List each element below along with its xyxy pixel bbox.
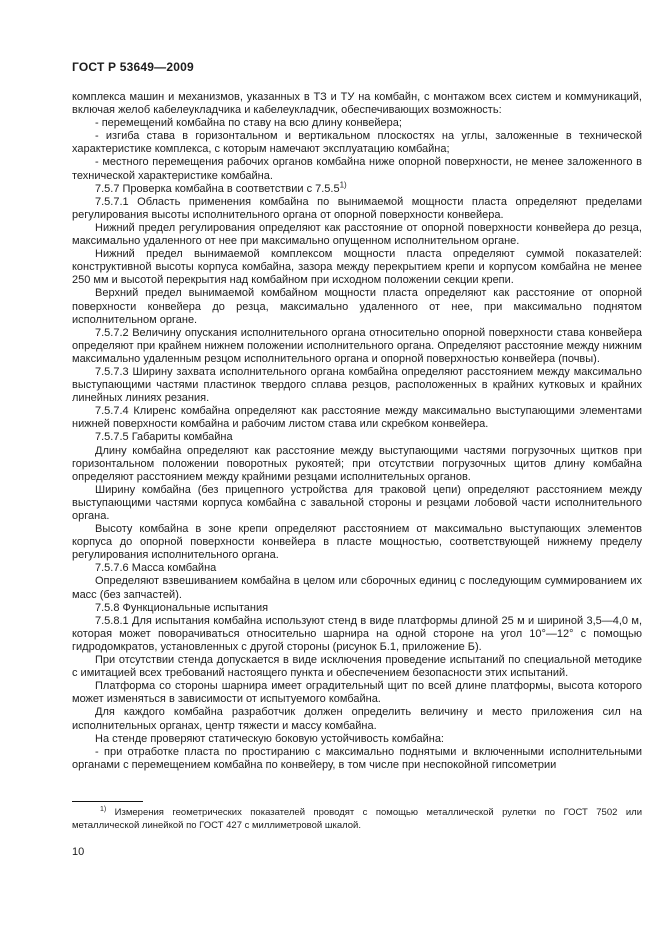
paragraph-text: 7.5.7.1 Область применения комбайна по вынимаемой мощности пласта определяют пределами регулирования высоты исполнительного органа от опорной поверхности конвейера.	[72, 195, 642, 221]
paragraph-text: 7.5.7.5 Габариты комбайна	[95, 431, 233, 444]
footnote-separator-rule	[72, 801, 143, 802]
footnote-block	[72, 801, 642, 832]
paragraph	[72, 484, 642, 523]
footnote-text	[72, 807, 642, 832]
document-body-text	[72, 91, 642, 772]
list-item-paragraph	[72, 156, 642, 182]
paragraph	[72, 248, 642, 287]
paragraph	[72, 706, 642, 732]
paragraph-text: комплекса машин и механизмов, указанных в ТЗ и ТУ на комбайн, с монтажом всех систем и коммуникаций, включая желоб кабелеукладчика и кабелеукладчик, обеспечивающих возможность:	[72, 91, 642, 117]
paragraph	[72, 196, 642, 222]
paragraph-text: Ширину комбайна (без прицепного устройства для траковой цепи) определяют расстоянием между выступающими частями корпуса комбайна с завальной стороны и резцами лобовой части исполнительного органа.	[72, 483, 642, 522]
paragraph-text: 7.5.7.6 Масса комбайна	[95, 562, 217, 575]
paragraph-text: Длину комбайна определяют как расстояние между выступающими частями погрузочных щитков при горизонтальном положении поворотных рукоятей; при отсутствии погрузочных щитов длину комбайна определяют расстоянием между крайними резцами исполнительных органов.	[72, 444, 642, 483]
footnote-marker: 1)	[100, 805, 107, 813]
paragraph	[72, 575, 642, 601]
paragraph	[72, 431, 642, 444]
document-header-standard-number: ГОСТ Р 53649—2009	[72, 60, 194, 74]
paragraph	[72, 562, 642, 575]
paragraph	[72, 733, 642, 746]
list-item-paragraph	[72, 746, 642, 772]
paragraph-text: 7.5.8 Функциональные испытания	[95, 601, 269, 614]
paragraph-text: Верхний предел вынимаемой комбайном мощности пласта определяют как расстояние от опорной поверхности конвейера до резца, максимально удаленного от нее, при максимально поднятом исполнительном органе.	[72, 287, 642, 326]
paragraph-text: Нижний предел регулирования определяют как расстояние от опорной поверхности конвейера до резца, максимально удаленного от нее при максимально опущенном исполнительном органе.	[72, 221, 642, 248]
paragraph	[72, 180, 642, 196]
page-number: 10	[72, 846, 85, 858]
paragraph	[72, 91, 642, 117]
paragraph-text: - изгиба става в горизонтальном и вертикальном плоскостях на углы, заложенные в технической характеристике комплекса, с которым намечают эксплуатацию комбайна;	[72, 130, 642, 156]
paragraph-text: 7.5.8.1 Для испытания комбайна используют стенд в виде платформы длиной 25 м и шириной 3,5—4,0 м, которая может поворачиваться относительно шарнира на одной стороне на угол 10°—12° с помощью гидродомкратов, установленных с другой стороны (рисунок Б.1, приложение Б).	[72, 614, 642, 653]
paragraph	[72, 366, 642, 405]
paragraph-text: - при отработке пласта по простиранию с максимально поднятыми и включенными исполнительными органами с перемещением комбайна по конвейеру, в том числе при неспокойной гипсометрии	[72, 745, 642, 771]
paragraph-text: Платформа со стороны шарнира имеет оградительный щит по всей длине платформы, высота которого может изменяться в зависимости от испытуемого комбайна.	[72, 680, 642, 706]
footnote-reference-marker: 1)	[339, 180, 347, 189]
paragraph-text: Для каждого комбайна разработчик должен определить величину и место приложения сил на исполнительных органах, центр тяжести и массу комбайна.	[72, 706, 642, 732]
paragraph	[72, 287, 642, 326]
paragraph	[72, 654, 642, 680]
paragraph-text: Нижний предел вынимаемой комплексом мощности пласта определяют суммой показателей: конструктивной высоты корпуса комбайна, зазора между перекрытием крепи и корпусом комбайна не менее 250 мм и высотой перекрытия над комбайном при исходном положении секции крепи.	[72, 248, 642, 287]
paragraph	[72, 523, 642, 562]
paragraph	[72, 680, 642, 706]
list-item-paragraph	[72, 130, 642, 156]
paragraph	[72, 327, 642, 366]
paragraph	[72, 405, 642, 431]
paragraph-text: На стенде проверяют статическую боковую устойчивость комбайна:	[95, 732, 444, 745]
paragraph	[72, 222, 642, 248]
paragraph-text: - перемещений комбайна по ставу на всю длину конвейера;	[95, 117, 402, 130]
paragraph	[72, 602, 642, 615]
paragraph-text: 7.5.7.2 Величину опускания исполнительного органа относительно опорной поверхности става конвейера определяют при крайнем нижнем положении исполнительного органа. Определяют расстояние между нижним максимально удаленным резцом исполнительного органа и опорной поверхностью конвейера (почвы).	[72, 326, 642, 365]
paragraph-text: 7.5.7.3 Ширину захвата исполнительного органа комбайна определяют расстоянием между максимально выступающими частями пластинок твердого сплава резцов, расположенных в крайних кутковых и крайних линейных линиях резания.	[72, 365, 642, 405]
paragraph-text: Определяют взвешиванием комбайна в целом или сборочных единиц с последующим суммированием их масс (без запчастей).	[72, 575, 642, 601]
paragraph-text: Высоту комбайна в зоне крепи определяют расстоянием от максимально выступающих элементов корпуса до опорной поверхности конвейера в пласте мощностью, соответствующей нижнему пределу регулирования исполнительного органа.	[72, 523, 642, 562]
paragraph	[72, 445, 642, 484]
paragraph-text: 7.5.7 Проверка комбайна в соответствии с 7.5.5	[95, 182, 340, 195]
list-item-paragraph	[72, 117, 642, 130]
paragraph-text: При отсутствии стенда допускается в виде исключения проведение испытаний по специальной методике с имитацией всех требований настоящего пункта и обеспечением безопасности этих испытаний.	[72, 654, 642, 680]
paragraph	[72, 615, 642, 654]
footnote-body: Измерения геометрических показателей проводят с помощью металлической рулетки по ГОСТ 7502 или металлической линейкой по ГОСТ 427 с миллиметровой шкалой.	[72, 807, 642, 831]
paragraph-text: - местного перемещения рабочих органов комбайна ниже опорной поверхности, не менее заложенного в технической характеристике комбайна.	[72, 156, 642, 182]
paragraph-text: 7.5.7.4 Клиренс комбайна определяют как расстояние между максимально выступающими элементами нижней поверхности комбайна и рабочим листом става или скребком конвейера.	[72, 405, 642, 431]
